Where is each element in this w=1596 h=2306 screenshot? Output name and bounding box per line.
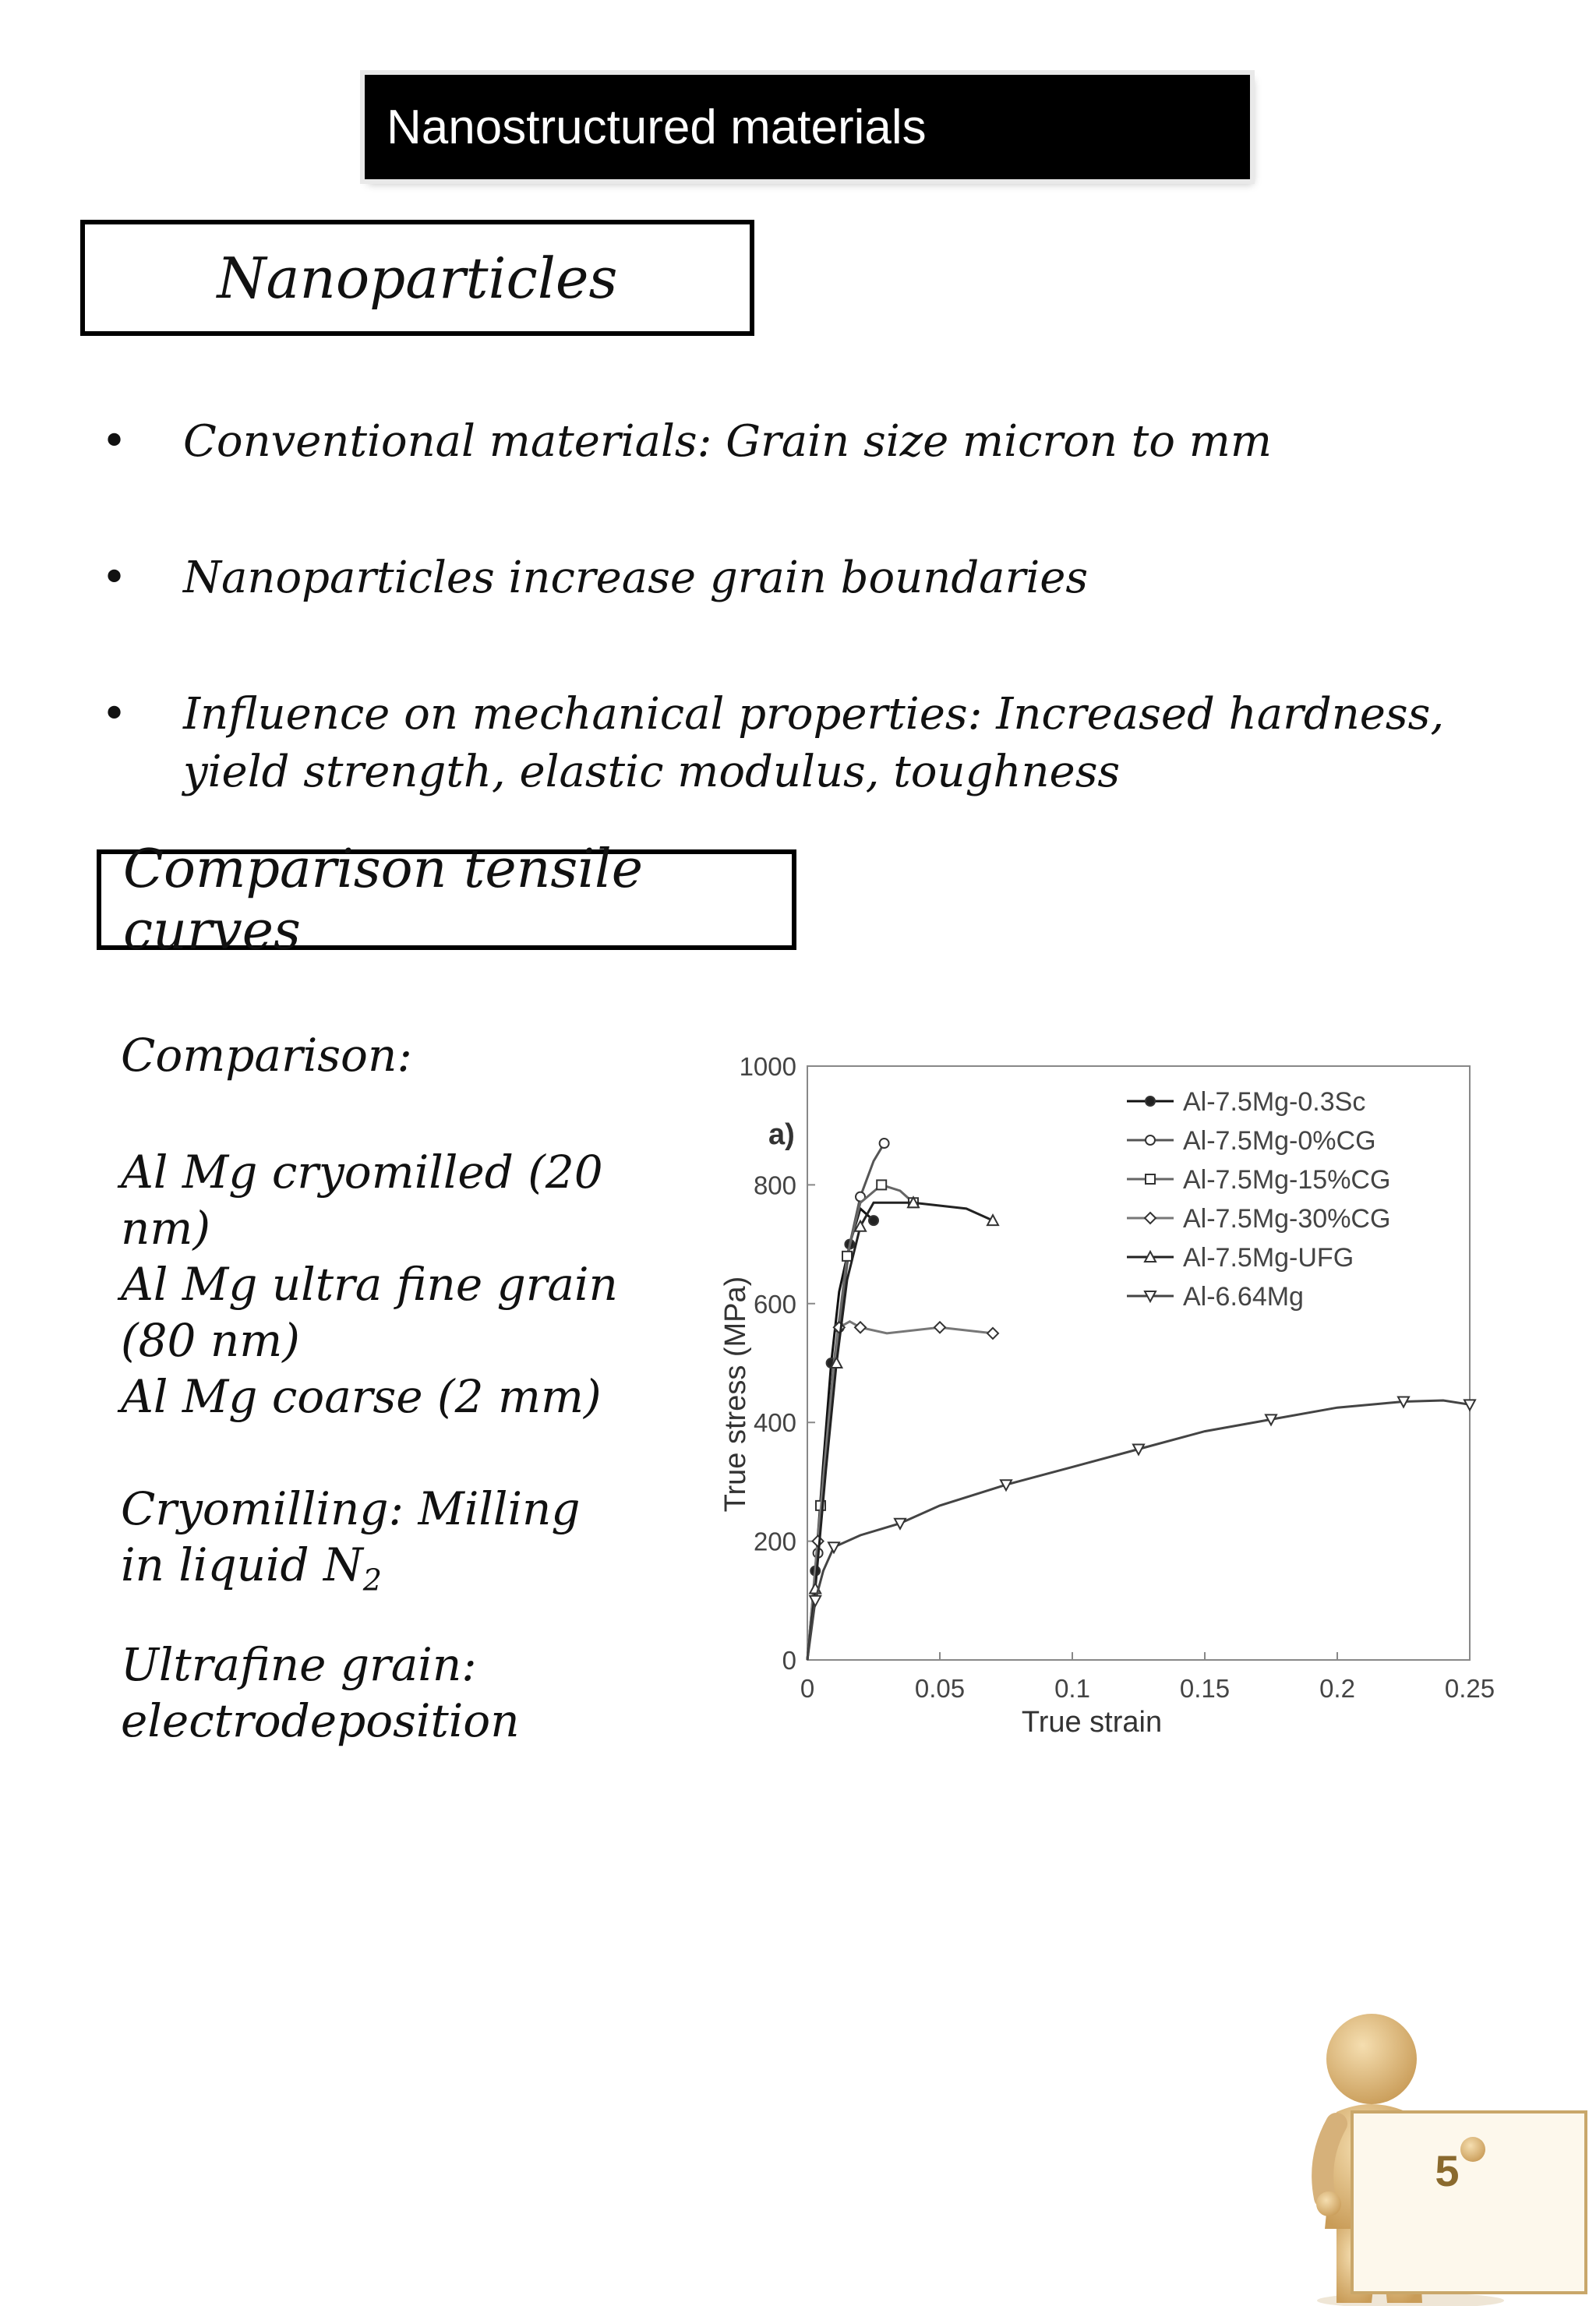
data-point [855,1322,866,1333]
series-line [807,1400,1470,1660]
legend-entry: Al-7.5Mg-15%CG [1183,1165,1391,1195]
chart-card [686,1007,1512,1763]
data-point [1146,1174,1155,1184]
data-point [1146,1135,1155,1145]
data-point [987,1328,998,1339]
x-tick-label: 0.25 [1444,1674,1495,1703]
legend-entry: Al-7.5Mg-30%CG [1183,1204,1391,1234]
bullet-text: Influence on mechanical properties: Increased hardness, yield strength, elastic modulus, toughness [183,689,1445,797]
page-number: 5 [1435,2146,1460,2195]
x-tick-label: 0 [800,1674,815,1703]
series-line [807,1185,913,1660]
comparison-item: Al Mg cryomilled (20 nm) [121,1146,603,1255]
bullet-dot: • [101,689,128,740]
data-point [880,1139,889,1148]
data-point [877,1180,886,1189]
x-tick-label: 0.05 [914,1674,966,1703]
comparison-item: Al Mg coarse (2 mm) [121,1370,602,1423]
data-point [828,1542,839,1552]
x-axis-label: True strain [1021,1706,1163,1739]
data-point [842,1252,852,1261]
ultrafine-note: Ultrafine grain: electrodeposition [121,1638,520,1747]
y-tick-label: 400 [753,1408,796,1438]
bullet-text: Conventional materials: Grain size micron to mm [183,416,1272,467]
data-point [987,1215,998,1225]
header-title: Nanostructured materials [387,100,927,154]
y-tick-label: 0 [782,1646,796,1675]
chart-card-inner [690,1012,1507,1758]
y-tick-label: 200 [753,1527,796,1556]
legend-entry: Al-7.5Mg-0.3Sc [1183,1087,1366,1117]
bullet-dot: • [101,553,128,603]
x-tick-label: 0.1 [1054,1674,1090,1703]
comparison-item: Al Mg ultra fine grain (80 nm) [121,1258,618,1367]
data-point [813,1536,824,1547]
panel-label: a) [768,1118,795,1151]
x-tick-label: 0.15 [1179,1674,1231,1703]
data-point [934,1322,945,1333]
legend-entry: Al-7.5Mg-0%CG [1183,1126,1376,1156]
header-banner [365,75,1250,179]
x-tick-label: 0.2 [1319,1674,1355,1703]
y-tick-label: 1000 [739,1052,796,1081]
data-point [1146,1096,1155,1106]
comparison-heading: Comparison: [121,1029,412,1082]
bullet-text: Nanoparticles increase grain boundaries [183,553,1089,603]
section-title: Comparison tensile curves [123,838,644,962]
y-tick-label: 600 [753,1289,796,1319]
cryomilling-subscript: 2 [362,1563,382,1598]
y-tick-label: 800 [753,1171,796,1200]
section-title: Nanoparticles [217,245,618,311]
cryomilling-note [121,1481,620,1609]
legend-entry: Al-6.64Mg [1183,1282,1304,1312]
section-heading-nanoparticles [80,220,754,336]
tensile-chart [690,1012,1507,1758]
series-line [807,1202,993,1660]
y-axis-label: True stress (MPa) [719,1276,752,1513]
legend-entry: Al-7.5Mg-UFG [1183,1243,1354,1273]
section-heading-tensile [97,838,796,962]
data-point [869,1216,878,1225]
bullet-dot: • [101,416,128,467]
data-point [1145,1213,1156,1224]
cryomilling-text: Cryomilling: Milling in liquid N [121,1482,581,1591]
